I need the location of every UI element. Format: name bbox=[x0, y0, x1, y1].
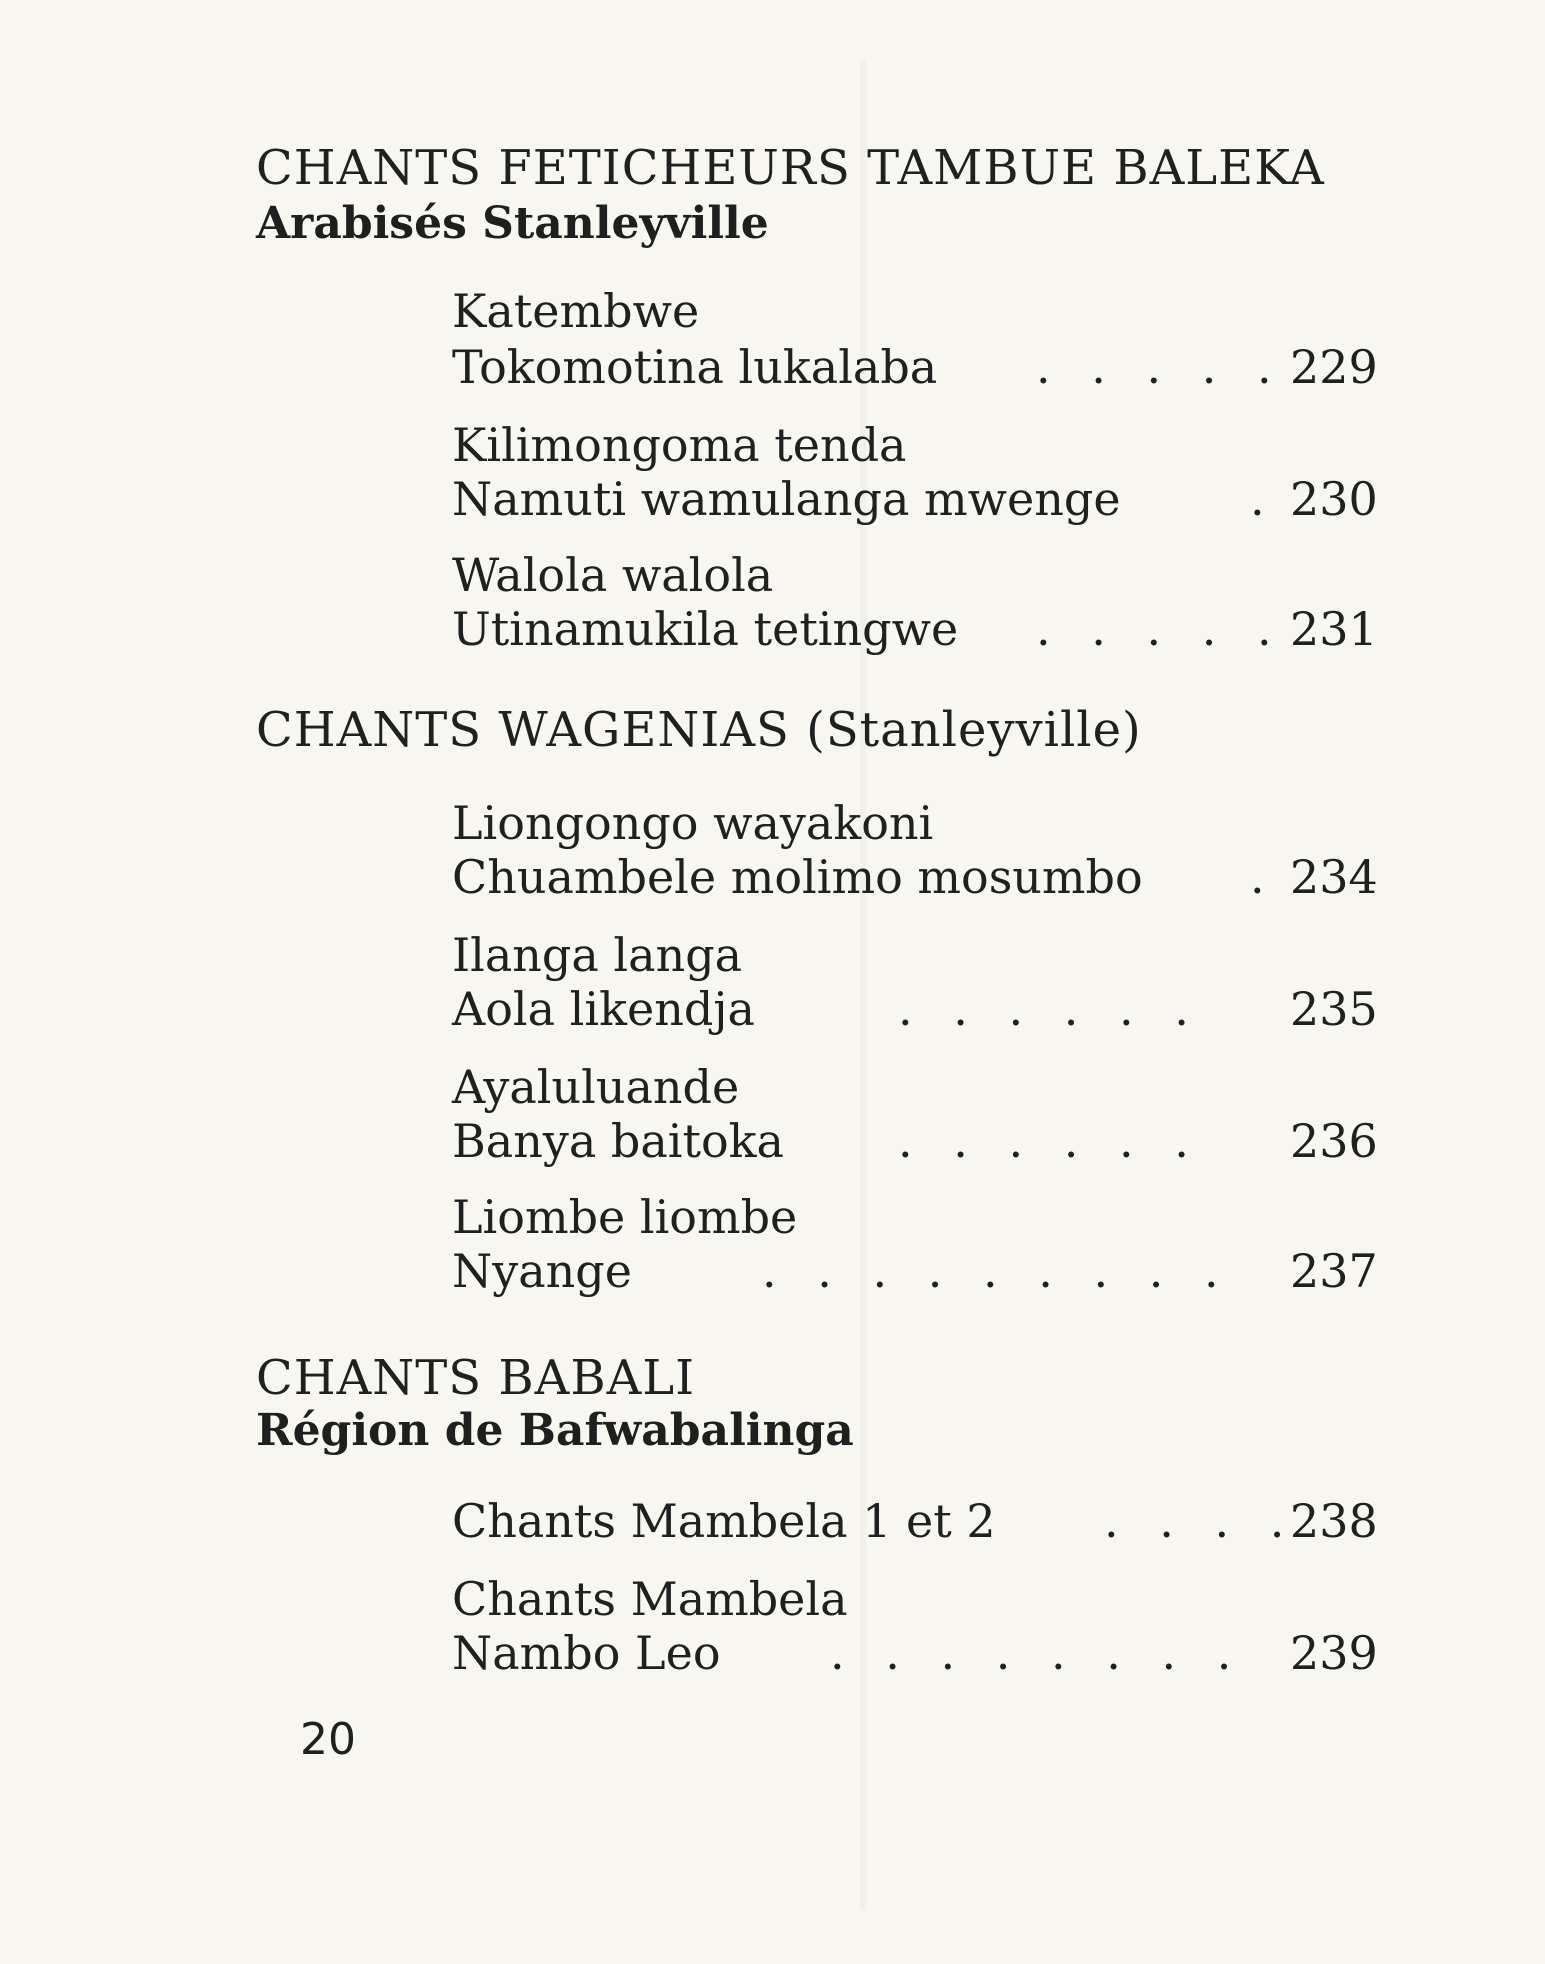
section-title: CHANTS FETICHEURS TAMBUE BALEKA bbox=[256, 140, 1325, 196]
entry-leader-dots: . . . . . bbox=[1036, 340, 1285, 394]
entry-page-number: 238 bbox=[1290, 1494, 1378, 1548]
entry-page-number: 229 bbox=[1290, 340, 1378, 394]
section-title: CHANTS WAGENIAS (Stanleyville) bbox=[256, 702, 1142, 758]
entry-line2: Chuambele molimo mosumbo bbox=[452, 850, 1143, 904]
entry-leader-dots: . . . . bbox=[1104, 1494, 1298, 1548]
entry-line2: Banya baitoka bbox=[452, 1114, 784, 1168]
entry-line2: Nyange bbox=[452, 1244, 632, 1298]
entry-page-number: 230 bbox=[1290, 472, 1378, 526]
entry-page-number: 235 bbox=[1290, 982, 1378, 1036]
entry-line2: Aola likendja bbox=[452, 982, 755, 1036]
entry-line2: Tokomotina lukalaba bbox=[452, 340, 938, 394]
entry-page-number: 236 bbox=[1290, 1114, 1378, 1168]
entry-line2: Chants Mambela 1 et 2 bbox=[452, 1494, 996, 1548]
entry-line1: Ayaluluande bbox=[452, 1060, 740, 1114]
entry-line1: Liongongo wayakoni bbox=[452, 796, 934, 850]
entry-line2: Namuti wamulanga mwenge bbox=[452, 472, 1121, 526]
entry-leader-dots: . . . . . . . . . bbox=[762, 1244, 1232, 1298]
entry-line1: Katembwe bbox=[452, 284, 700, 338]
entry-line1: Liombe liombe bbox=[452, 1190, 798, 1244]
section-subtitle: Arabisés Stanleyville bbox=[256, 198, 769, 249]
entry-leader-dots: . . . . . bbox=[1036, 602, 1285, 656]
entry-line1: Walola walola bbox=[452, 548, 774, 602]
entry-page-number: 239 bbox=[1290, 1626, 1378, 1680]
entry-page-number: 234 bbox=[1290, 850, 1378, 904]
entry-page-number: 237 bbox=[1290, 1244, 1378, 1298]
entry-leader-dots: . bbox=[1250, 472, 1278, 526]
section-title: CHANTS BABALI bbox=[256, 1350, 696, 1406]
entry-line2: Nambo Leo bbox=[452, 1626, 721, 1680]
entry-line2: Utinamukila tetingwe bbox=[452, 602, 959, 656]
entry-line1: Kilimongoma tenda bbox=[452, 418, 907, 472]
entry-leader-dots: . . . . . . bbox=[898, 1114, 1202, 1168]
entry-page-number: 231 bbox=[1290, 602, 1378, 656]
entry-line1: Ilanga langa bbox=[452, 928, 743, 982]
section-subtitle: Région de Bafwabalinga bbox=[256, 1405, 854, 1456]
entry-leader-dots: . bbox=[1250, 850, 1278, 904]
entry-line1: Chants Mambela bbox=[452, 1572, 848, 1626]
entry-leader-dots: . . . . . . . . bbox=[830, 1626, 1245, 1680]
entry-leader-dots: . . . . . . bbox=[898, 982, 1202, 1036]
page-number: 20 bbox=[300, 1714, 356, 1765]
